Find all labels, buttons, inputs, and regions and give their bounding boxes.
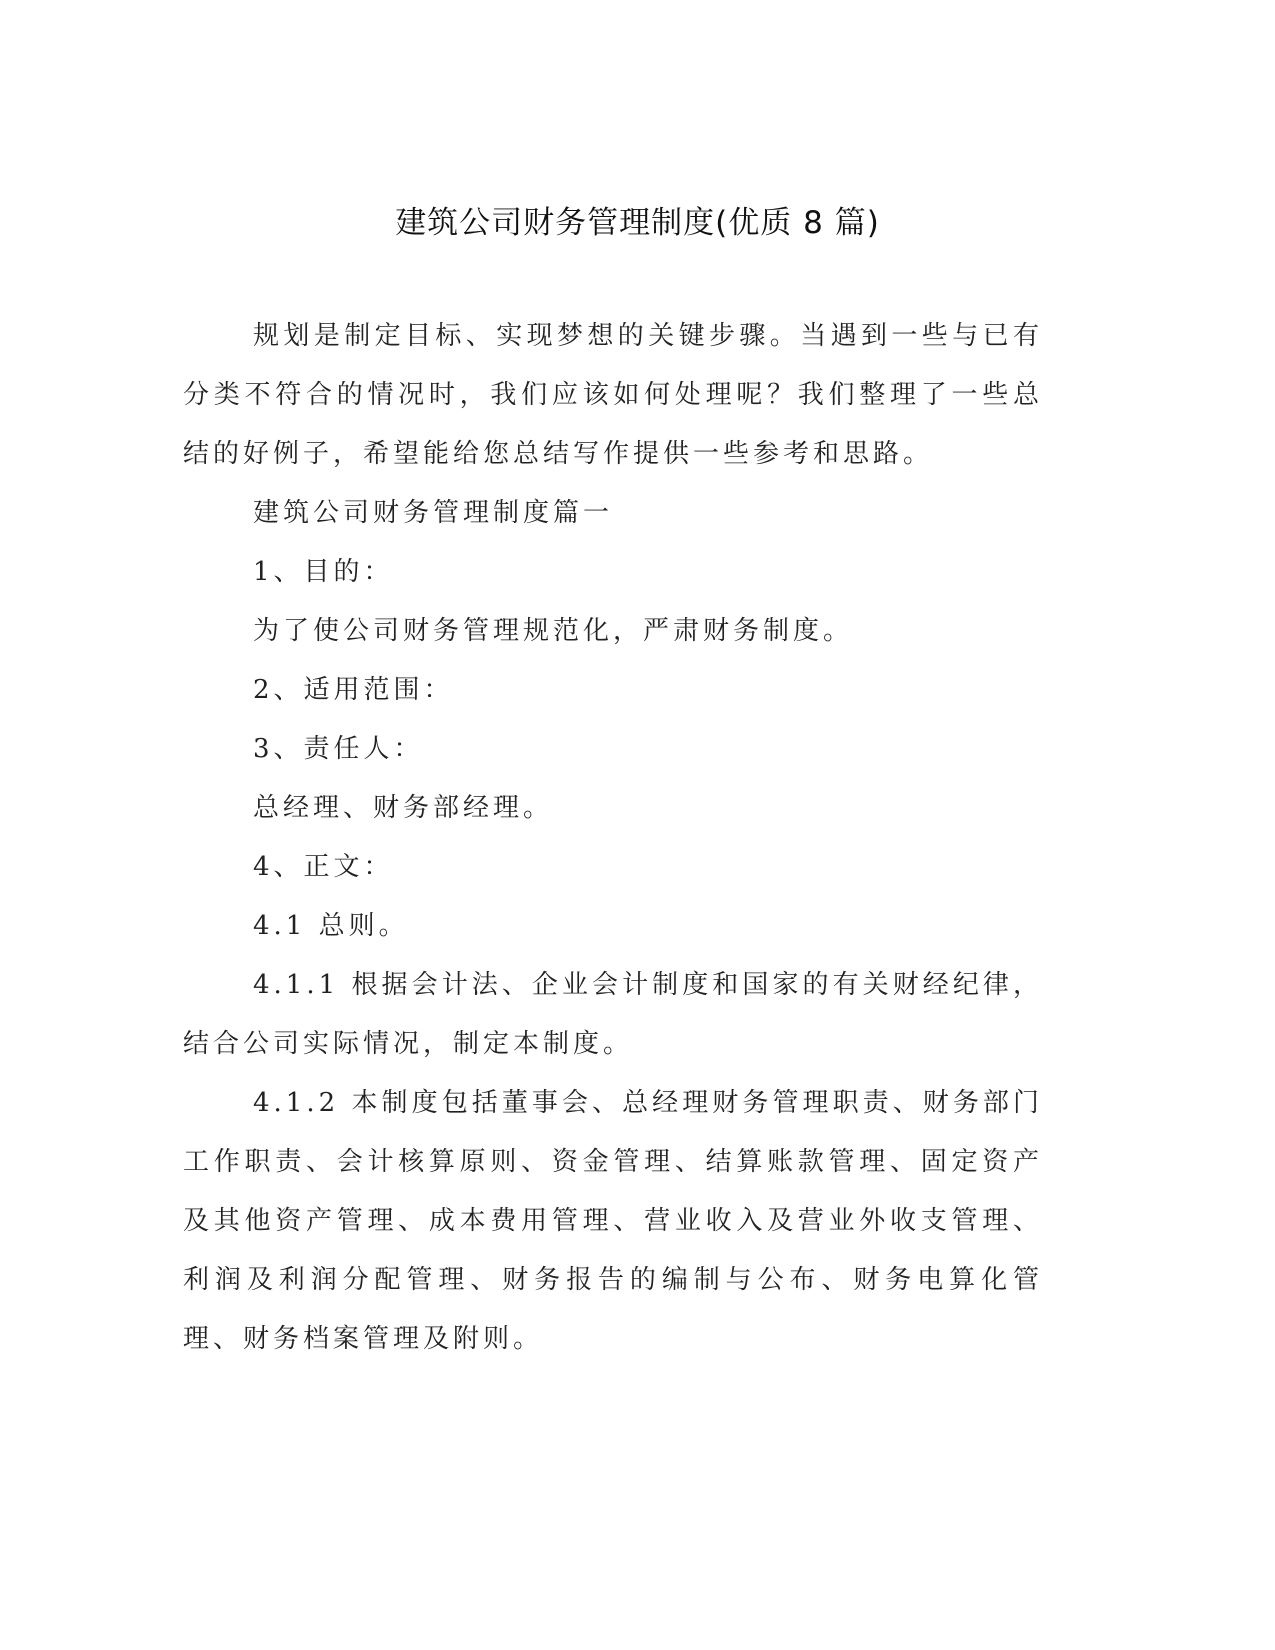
clause-heading-scope: 2、适用范围： — [253, 675, 454, 705]
intro-paragraph: 规划是制定目标、实现梦想的关键步骤。当遇到一些与已有分类不符合的情况时，我们应该如何处理呢？我们整理了一些总结的好例子，希望能给您总结写作提供一些参考和思路。 — [183, 321, 1043, 469]
subclause-heading-general: 4.1 总则。 — [253, 911, 409, 941]
clause-heading-responsible: 3、责任人： — [253, 734, 424, 764]
section-heading: 建筑公司财务管理制度篇一 — [253, 498, 614, 528]
clause-heading-body: 4、正文： — [253, 852, 394, 882]
clause-text-responsible: 总经理、财务部经理。 — [253, 793, 554, 823]
subclause-text-4-1-1: 4.1.1 根据会计法、企业会计制度和国家的有关财经纪律，结合公司实际情况，制定本制度。 — [183, 970, 1043, 1059]
subclause-text-4-1-2: 4.1.2 本制度包括董事会、总经理财务管理职责、财务部门工作职责、会计核算原则、资金管理、结算账款管理、固定资产及其他资产管理、成本费用管理、营业收入及营业外收支管理、利润及利润分配管理、财务报告的编制与公布、财务电算化管理、财务档案管理及附则。 — [183, 1088, 1043, 1354]
document-body — [183, 307, 1043, 1369]
clause-heading-purpose: 1、目的： — [253, 557, 394, 587]
document-title: 建筑公司财务管理制度(优质 8 篇) — [395, 205, 880, 241]
clause-text-purpose: 为了使公司财务管理规范化，严肃财务制度。 — [253, 616, 854, 646]
